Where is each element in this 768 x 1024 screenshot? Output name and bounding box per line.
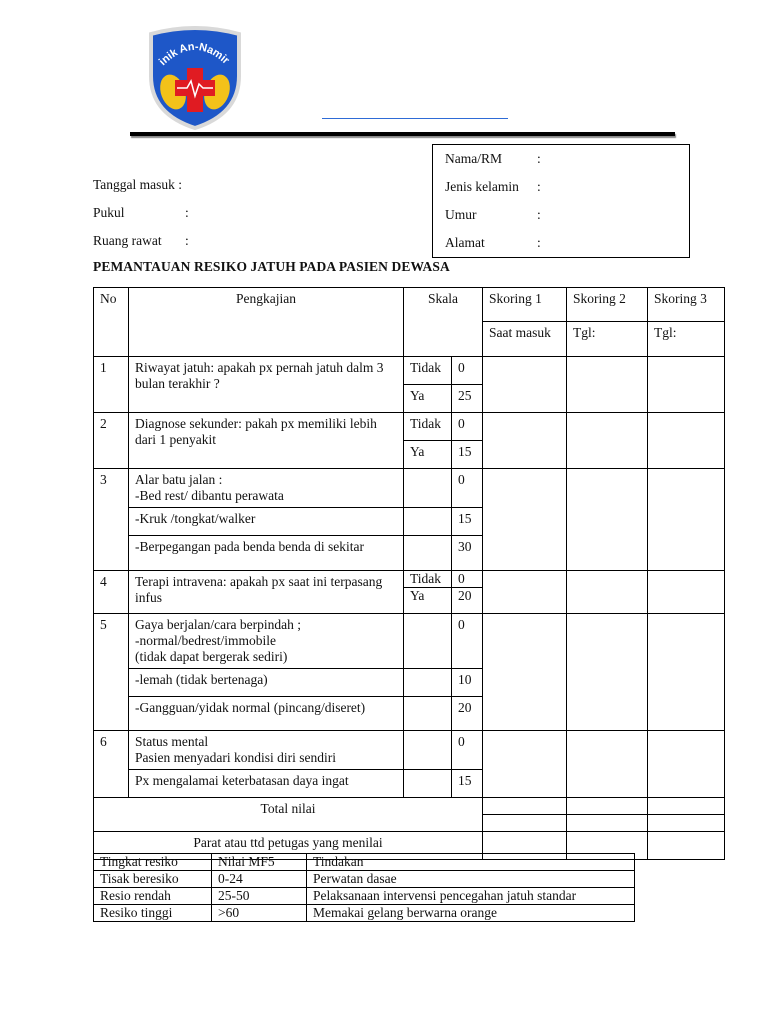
row6-text-1 [129,731,404,770]
row3-no: 3 [94,469,129,571]
alamat-line [445,235,541,251]
row1-score-1[interactable] [483,357,567,413]
header-blue-line [322,118,508,119]
row5-option-gangguan: -Gangguan/yidak normal (pincang/diseret) [129,697,404,731]
risk-action: Memakai gelang berwarna orange [307,905,635,922]
row1-score-3[interactable] [648,357,725,413]
header-divider [130,132,675,136]
fall-risk-table [93,287,725,860]
row4-no: 4 [94,571,129,614]
row1-option-ya: Ya [404,385,452,413]
total-score-2-a[interactable] [567,798,648,815]
ruang-rawat-colon: : [185,233,189,248]
risk-score-range: >60 [212,905,307,922]
row1-option-tidak: Tidak [404,357,452,385]
paraf-label: Parat atau ttd petugas yang menilai [94,832,483,860]
row1-no: 1 [94,357,129,413]
total-score-3-b[interactable] [648,815,725,832]
row4-score-1[interactable] [483,571,567,614]
row3-option-bedrest: -Bed rest/ dibantu perawata [135,488,284,503]
risk-header-tingkat: Tingkat resiko [94,854,212,871]
row6-skala-blank-2 [404,770,452,798]
row3-text-1 [129,469,404,508]
row5-text-1 [129,614,404,669]
risk-action: Perwatan dasae [307,871,635,888]
nama-rm-line [445,151,541,167]
risk-score-range: 25-50 [212,888,307,905]
row1-score-2[interactable] [567,357,648,413]
row2-text: Diagnose sekunder: pakah px memiliki lebih dari 1 penyakit [129,413,404,469]
risk-level: Resio rendah [94,888,212,905]
table-row [94,871,635,888]
header-tgl-3: Tgl: [648,322,725,357]
row3-skala-blank-1 [404,469,452,508]
row4-score-3[interactable] [648,571,725,614]
total-score-1-b[interactable] [483,815,567,832]
row5-value-1: 0 [452,614,483,669]
umur-line [445,207,541,223]
paraf-3[interactable] [648,832,725,860]
document-title: PEMANTAUAN RESIKO JATUH PADA PASIEN DEWASA [93,259,450,274]
row5-title: Gaya berjalan/cara berpindah ; [135,617,302,632]
pukul-line [93,205,189,221]
row2-value-tidak: 0 [452,413,483,441]
row2-score-3[interactable] [648,413,725,469]
row5-score-3[interactable] [648,614,725,731]
row4-text: Terapi intravena: apakah px saat ini terpasang infus [129,571,404,614]
patient-info-box [432,144,690,258]
row5-skala-blank-3 [404,697,452,731]
row3-skala-blank-2 [404,508,452,536]
row5-value-3: 20 [452,697,483,731]
row2-value-ya: 15 [452,441,483,469]
row4-value-ya: 20 [452,588,483,614]
row4-value-tidak: 0 [452,571,483,588]
jenis-kelamin-line [445,179,541,195]
row2-option-ya: Ya [404,441,452,469]
total-nilai-label: Total nilai [94,798,483,832]
row6-title: Status mental [135,734,209,749]
total-score-1-a[interactable] [483,798,567,815]
row5-option-normal-note: (tidak dapat bergerak sediri) [135,649,288,664]
nama-rm-colon: : [537,151,541,166]
row6-score-1[interactable] [483,731,567,798]
row1-value-tidak: 0 [452,357,483,385]
row2-no: 2 [94,413,129,469]
row5-value-2: 10 [452,669,483,697]
row5-score-1[interactable] [483,614,567,731]
table-row [94,888,635,905]
row3-value-2: 15 [452,508,483,536]
risk-score-range: 0-24 [212,871,307,888]
header-pengkajian: Pengkajian [129,288,404,357]
row3-score-3[interactable] [648,469,725,571]
risk-header-nilai: Nilai MF5 [212,854,307,871]
tanggal-masuk-label: Tanggal masuk : [93,177,183,192]
row3-option-berpegangan: -Berpegangan pada benda benda di sekitar [129,536,404,571]
header-tgl-2: Tgl: [567,322,648,357]
risk-level-table [93,853,635,922]
row3-value-3: 30 [452,536,483,571]
jenis-kelamin-colon: : [537,179,541,194]
row5-skala-blank-1 [404,614,452,669]
header-skoring-3: Skoring 3 [648,288,725,322]
row5-option-normal: -normal/bedrest/immobile [135,633,276,648]
ruang-rawat-label: Ruang rawat [93,233,162,248]
alamat-colon: : [537,235,541,250]
row2-score-1[interactable] [483,413,567,469]
row5-option-lemah: -lemah (tidak bertenaga) [129,669,404,697]
row4-option-tidak: Tidak [404,571,452,588]
row6-option-keterbatasan: Px mengalamai keterbatasan daya ingat [129,770,404,798]
risk-level: Tisak beresiko [94,871,212,888]
risk-level: Resiko tinggi [94,905,212,922]
clinic-logo [143,26,247,131]
header-no: No [94,288,129,357]
row6-option-sadar: Pasien menyadari kondisi diri sendiri [135,750,336,765]
table-row [94,905,635,922]
row1-value-ya: 25 [452,385,483,413]
total-score-2-b[interactable] [567,815,648,832]
pukul-colon: : [185,205,189,220]
row6-score-3[interactable] [648,731,725,798]
row3-score-2[interactable] [567,469,648,571]
row3-option-kruk: -Kruk /tongkat/walker [129,508,404,536]
row1-text: Riwayat jatuh: apakah px pernah jatuh dalm 3 bulan terakhir ? [129,357,404,413]
row4-score-2[interactable] [567,571,648,614]
row5-skala-blank-2 [404,669,452,697]
umur-label: Umur [445,207,477,222]
header-skoring-1: Skoring 1 [483,288,567,322]
row5-no: 5 [94,614,129,731]
row6-value-2: 15 [452,770,483,798]
jenis-kelamin-label: Jenis kelamin [445,179,519,194]
row5-score-2[interactable] [567,614,648,731]
pukul-label: Pukul [93,205,125,220]
row3-score-1[interactable] [483,469,567,571]
alamat-label: Alamat [445,235,485,250]
row3-title: Alar batu jalan : [135,472,223,487]
risk-action: Pelaksanaan intervensi pencegahan jatuh standar [307,888,635,905]
row2-score-2[interactable] [567,413,648,469]
risk-header-tindakan: Tindakan [307,854,635,871]
row2-option-tidak: Tidak [404,413,452,441]
row3-value-1: 0 [452,469,483,508]
row3-skala-blank-3 [404,536,452,571]
nama-rm-label: Nama/RM [445,151,502,166]
row4-option-ya: Ya [404,588,452,614]
logo-text: inik An-Namir [156,40,232,68]
header-skala: Skala [404,288,483,357]
total-score-3-a[interactable] [648,798,725,815]
row6-no: 6 [94,731,129,798]
row6-score-2[interactable] [567,731,648,798]
header-saat-masuk: Saat masuk [483,322,567,357]
header-skoring-2: Skoring 2 [567,288,648,322]
umur-colon: : [537,207,541,222]
row6-skala-blank-1 [404,731,452,770]
row6-value-1: 0 [452,731,483,770]
ruang-rawat-line [93,233,189,249]
